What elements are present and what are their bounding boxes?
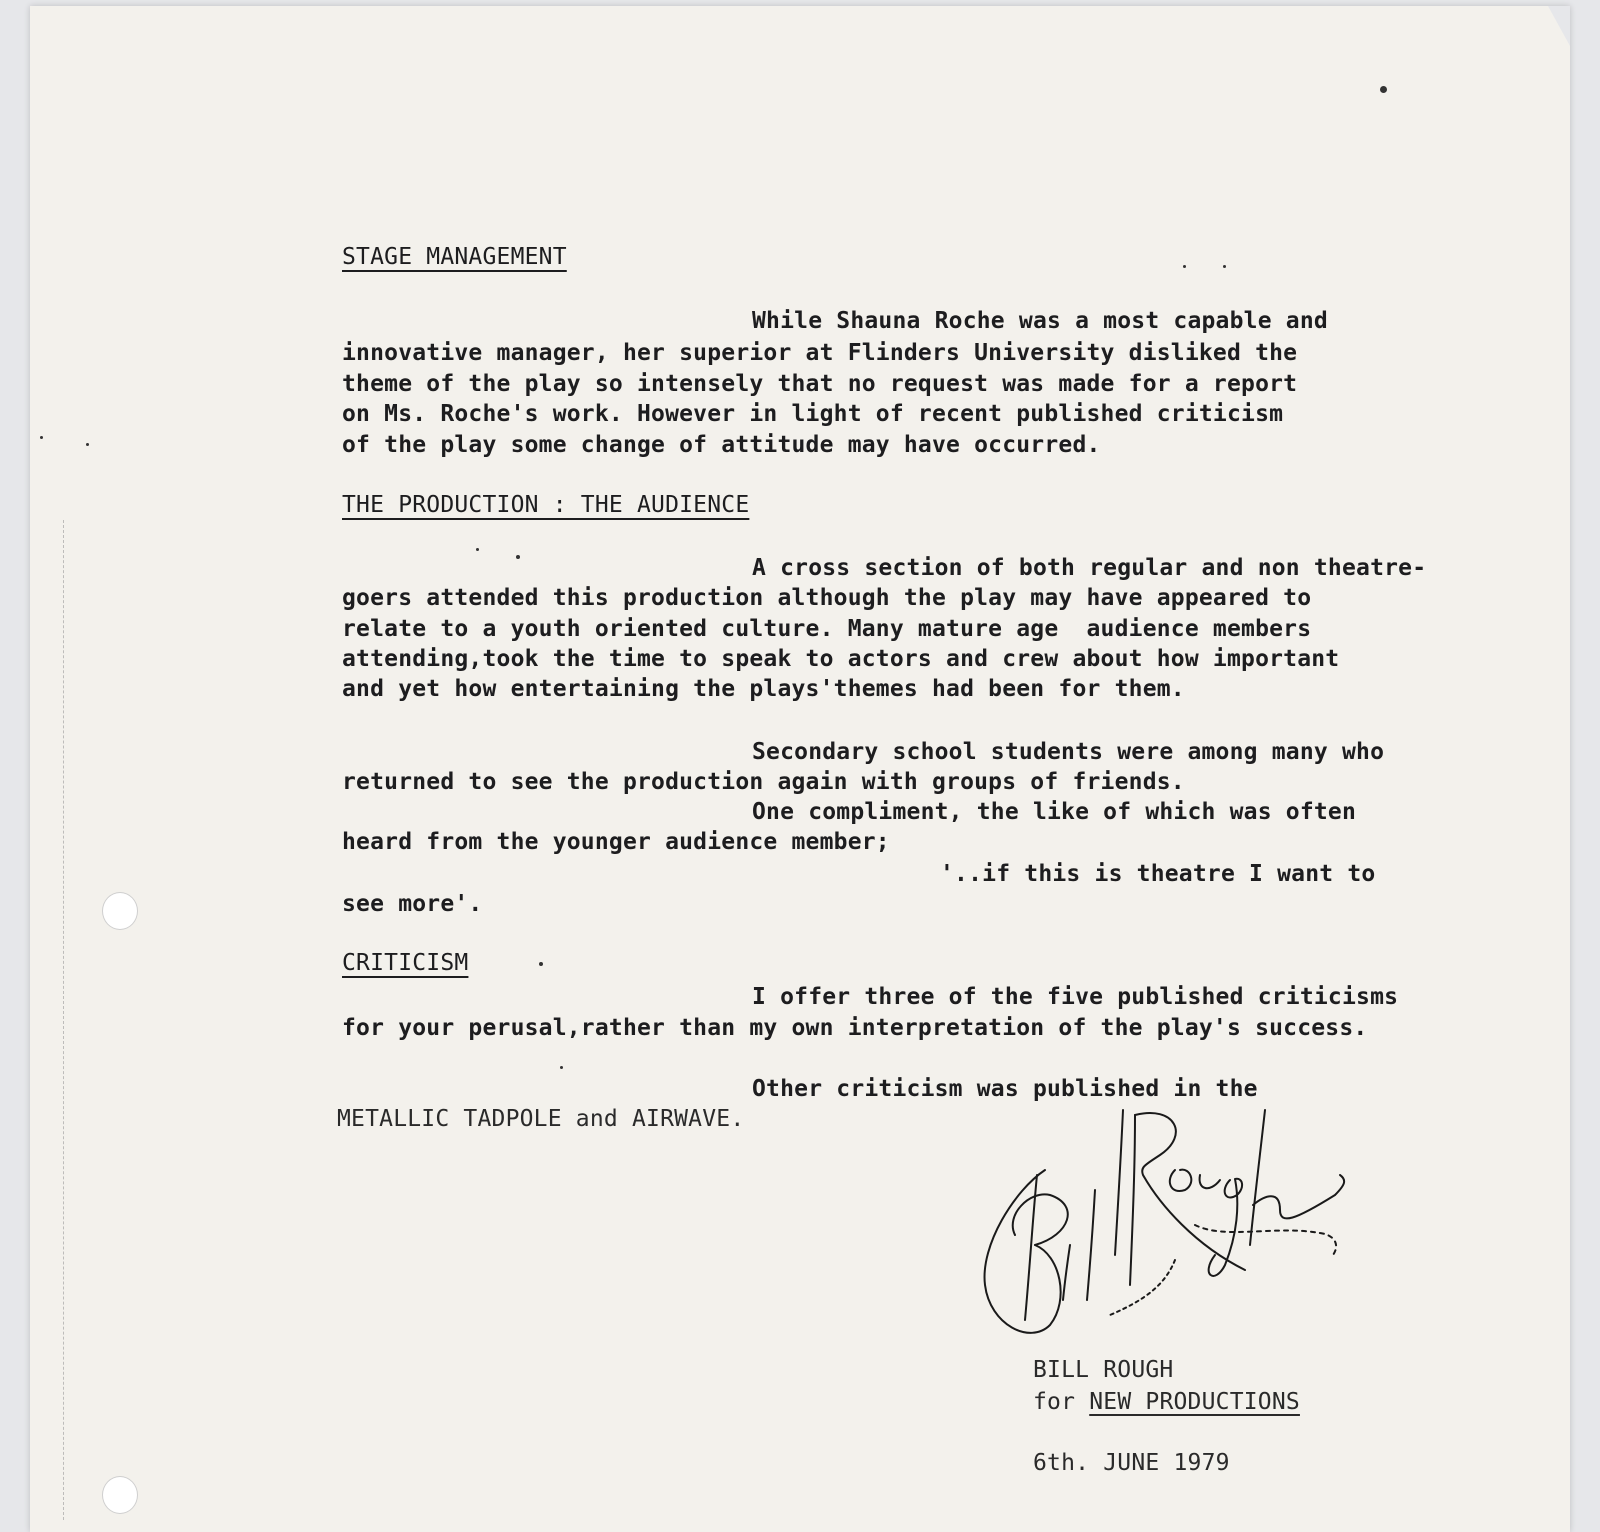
text-line: One compliment, the like of which was often [752, 799, 1357, 825]
text-line: Secondary school students were among many who [752, 739, 1385, 765]
heading-production-audience: THE PRODUCTION : THE AUDIENCE [342, 492, 750, 518]
signatory-org-line [1033, 1387, 1300, 1417]
heading-stage-management: STAGE MANAGEMENT [342, 244, 567, 270]
text-line: goers attended this production although the play may have appeared to [342, 585, 1312, 611]
text-line: relate to a youth oriented culture. Many mature age audience members [342, 616, 1312, 642]
organisation-name: NEW PRODUCTIONS [1089, 1389, 1300, 1415]
document-date: 6th. JUNE 1979 [1033, 1450, 1230, 1476]
text-line: I offer three of the five published criticisms [752, 984, 1399, 1010]
text-line: of the play some change of attitude may have occurred. [342, 432, 1101, 458]
text-line: and yet how entertaining the plays'themes had been for them. [342, 676, 1185, 702]
text-line: A cross section of both regular and non theatre- [752, 555, 1427, 581]
quote-line: see more'. [342, 891, 483, 917]
signatory-name: BILL ROUGH [1033, 1357, 1174, 1383]
text-line: While Shauna Roche was a most capable and [752, 308, 1328, 334]
text-line: attending,took the time to speak to actors and crew about how important [342, 646, 1340, 672]
text-line: returned to see the production again with groups of friends. [342, 769, 1185, 795]
text-line: heard from the younger audience member; [342, 829, 890, 855]
handwritten-signature [975, 1095, 1375, 1375]
for-prefix: for [1033, 1389, 1076, 1415]
text-line: Other criticism was published in the [752, 1076, 1258, 1102]
text-line: theme of the play so intensely that no request was made for a report [342, 371, 1298, 397]
quote-line: '..if this is theatre I want to [940, 861, 1376, 887]
text-line: for your perusal,rather than my own interpretation of the play's success. [342, 1015, 1368, 1041]
text-line: innovative manager, her superior at Flinders University disliked the [342, 340, 1298, 366]
heading-criticism: CRITICISM [342, 950, 469, 976]
text-line: METALLIC TADPOLE and AIRWAVE. [337, 1106, 745, 1132]
text-line: on Ms. Roche's work. However in light of recent published criticism [342, 401, 1284, 427]
